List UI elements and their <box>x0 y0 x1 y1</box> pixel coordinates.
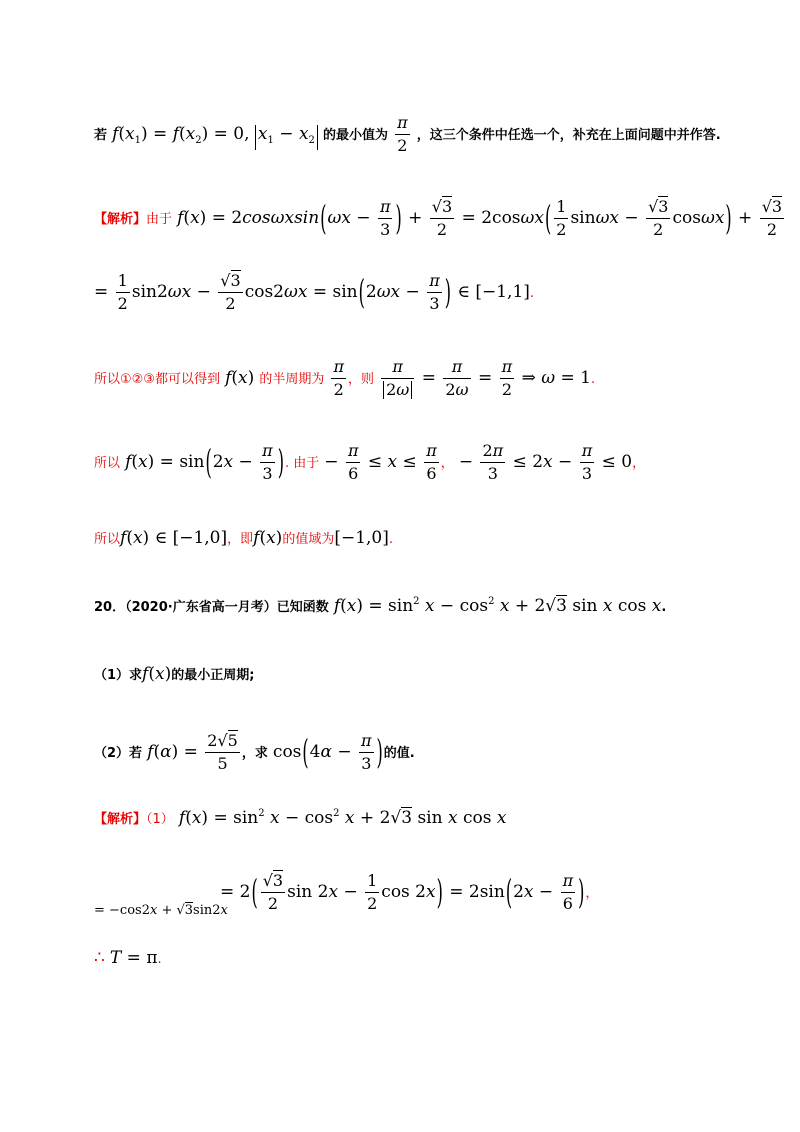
ji-text: ，即 <box>227 532 254 547</box>
answer-formula-2a: = −cos2x + √3sin2x <box>94 903 228 918</box>
answer-formula-2b: = 2( $\frac{√3}{2}$ sin 2x − $\frac{1}{2}$ cos 2x) = 2sin(2x − $\frac{\pi}{6}$ ) <box>220 871 585 913</box>
dot-2: . <box>590 372 596 387</box>
half-period-intro: 所以①②③都可以得到 <box>94 372 220 387</box>
answer-line-2b <box>220 870 598 915</box>
choose-condition-text: ，这三个条件中任选一个，补充在上面问题中并作答. <box>416 128 721 143</box>
suoyi-text-2: 所以 <box>94 532 121 547</box>
ze-text: ，则 <box>347 372 374 387</box>
answer-line-3 <box>94 948 162 970</box>
sol-1-label: （1） <box>146 812 174 827</box>
dot-1: . <box>529 286 535 301</box>
comma-1: ， <box>440 456 454 471</box>
analysis-label-2: 【解析】 <box>94 812 147 827</box>
dot-4: . <box>661 600 667 615</box>
answer-line-2a <box>94 900 228 921</box>
part-2-qiu: ，求 <box>241 746 268 761</box>
formula-expand-1: f(x) = 2cosωxsin(ωx − $\frac{\pi}{3}$ ) + $\frac{√3}{2}$ = 2cosωx( $\frac{1}{2}$ sinωx − $\frac{√3}{2}$ cosωx) + $\frac{√3}{2}$ <box>177 197 783 239</box>
arg-range-formula: − $\frac{2\pi}{3}$ ≤ 2x − $\frac{\pi}{3}$ ≤ 0 <box>458 441 633 483</box>
pi-over-2-fraction: $\frac{\pi}{2}$ <box>397 113 408 155</box>
condition-formula: $f(x_1) = f(x_2) = 0$, $x_1 - x_2$ <box>112 124 318 144</box>
question-20-title: 20．（2020·广东省高一月考）已知函数 <box>94 600 329 615</box>
ruo-text: 若 <box>94 128 108 143</box>
comma-2: ， <box>632 456 646 471</box>
youyu-text-2: . 由于 <box>284 456 320 471</box>
question-20 <box>94 592 666 618</box>
condition-line <box>94 112 721 157</box>
part-1-label: （1）求 <box>94 668 143 683</box>
omega-formula: $\frac{\pi}{2\omega}$ = $\frac{\pi}{2\omega}$ = $\frac{\pi}{2}$ ⇒ ω = 1 <box>379 368 591 388</box>
suoyi-text-1: 所以 <box>94 456 121 471</box>
question-20-formula: $f(x) = \sin^2 x - \cos^2 x + 2√3$ sin x cos x <box>333 596 662 616</box>
youyu-text: 由于 <box>146 212 173 227</box>
answer-line-1 <box>94 804 506 830</box>
solution-line-1 <box>94 196 786 241</box>
analysis-label: 【解析】 <box>94 212 147 227</box>
dot-3: . <box>388 532 394 547</box>
f-formula: f(x) = sin(2x − $\frac{\pi}{3}$ ) <box>125 441 284 483</box>
part-1: （1）求f(x)的最小正周期; <box>94 664 255 684</box>
formula-expand-2: = $\frac{1}{2}$ sin2ωx − $\frac{√3}{2}$ cos2ωx = sin(2ωx − $\frac{\pi}{3}$ ) ∈ [−1,1] <box>94 271 530 313</box>
part-1-text: 的最小正周期; <box>171 668 255 683</box>
dot-5: . <box>157 952 162 967</box>
solution-line-3: 所以①②③都可以得到 f(x) 的半周期为 $\frac{\pi}{2}$ ，则 $\frac{\pi}{2\omega}$ = $\frac{\pi}{2\omega}$ = $\frac{\pi}{2}$ ⇒ ω = 1. <box>94 357 596 399</box>
solution-line-5: 所以f(x) ∈ [−1,0]，即f(x)的值域为[−1,0]. <box>94 528 394 548</box>
part-2-text: 的值. <box>383 746 415 761</box>
min-value-text: 的最小值为 <box>323 128 389 143</box>
range-text: 的值域为 <box>282 532 335 547</box>
therefore-symbol: ∴ <box>94 948 105 968</box>
solution-line-2 <box>94 270 534 315</box>
answer-formula-1: $f(x) = \sin^2 x - \cos^2 x + 2√3$ sin x cos x <box>178 808 507 828</box>
part-2 <box>94 730 415 775</box>
solution-line-4 <box>94 440 645 485</box>
part-2-target: cos(4α − $\frac{\pi}{3}$ ) <box>272 731 383 773</box>
x-range-formula: − $\frac{\pi}{6}$ ≤ x ≤ $\frac{\pi}{6}$ <box>324 441 437 483</box>
half-period-text: 的半周期为 <box>259 372 325 387</box>
period-result: T = π <box>109 948 158 968</box>
part-2-condition: f(α) = $\frac{2√5}{5}$ <box>147 731 238 773</box>
comma-3: ， <box>585 886 599 901</box>
part-2-label: （2）若 <box>94 746 143 761</box>
